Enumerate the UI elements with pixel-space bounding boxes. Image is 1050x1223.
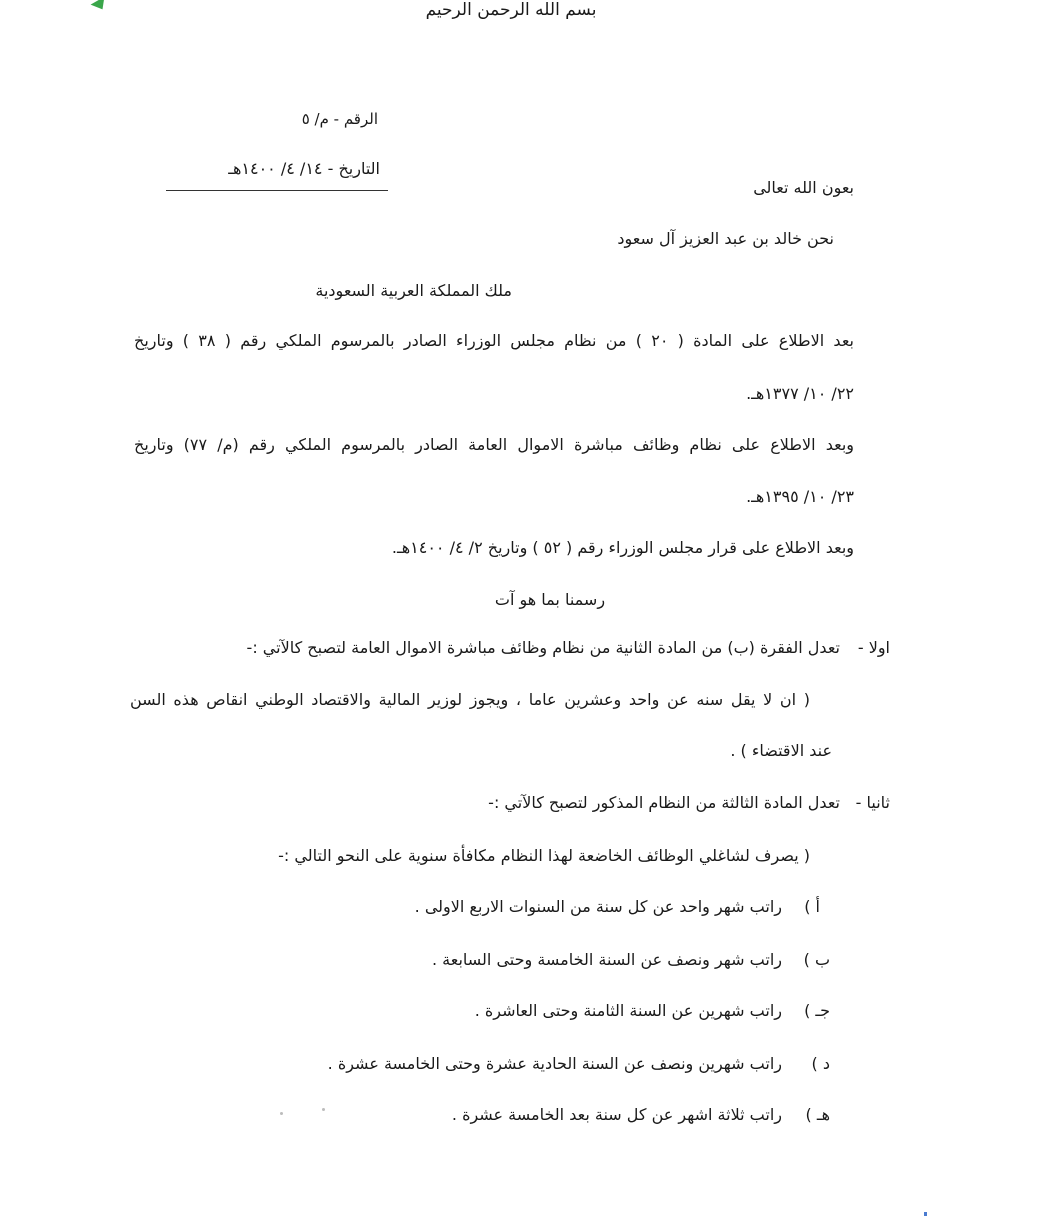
decree-heading: رسمنا بما هو آت — [494, 590, 606, 609]
article-1-label: اولا - — [857, 638, 890, 657]
scan-speck — [280, 1112, 283, 1115]
item-e-label: هـ ) — [805, 1105, 830, 1124]
preamble-1-line-2: ٢٢/ ١٠/ ١٣٧٧هـ. — [746, 384, 854, 403]
reference-number: الرقم - م/ ٥ — [301, 110, 378, 128]
preamble-1-line-1: بعد الاطلاع على المادة ( ٢٠ ) من نظام مجلس الوزراء الصادر بالمرسوم الملكي رقم ( ٣٨ ) وتاريخ — [134, 331, 854, 350]
item-d-label: د ) — [811, 1054, 830, 1073]
item-d-text: راتب شهرين ونصف عن السنة الحادية عشرة وحتى الخامسة عشرة . — [327, 1054, 782, 1073]
scan-speck — [924, 1212, 927, 1216]
item-c-label: جـ ) — [804, 1001, 830, 1020]
invocation: بعون الله تعالى — [753, 178, 854, 197]
preamble-2-line-2: ٢٣/ ١٠/ ١٣٩٥هـ. — [746, 487, 854, 506]
article-2-intro: ( يصرف لشاغلي الوظائف الخاضعة لهذا النظام مكافأة سنوية على النحو التالي :- — [278, 846, 810, 865]
item-c-text: راتب شهرين عن السنة الثامنة وحتى العاشرة . — [474, 1001, 782, 1020]
article-2-text: تعدل المادة الثالثة من النظام المذكور لتصبح كالآتي :- — [488, 793, 840, 812]
article-2-label: ثانيا - — [855, 793, 890, 812]
scan-speck — [322, 1108, 325, 1111]
date-underline — [166, 190, 388, 191]
article-1-quote-line-1: ( ان لا يقل سنه عن واحد وعشرين عاما ، ويجوز لوزير المالية والاقتصاد الوطني انقاص هذه السن — [130, 690, 810, 709]
preamble-2-line-1: وبعد الاطلاع على نظام وظائف مباشرة الاموال العامة الصادر بالمرسوم الملكي رقم (م/ ٧٧) وتاريخ — [134, 435, 855, 454]
issuer-name: نحن خالد بن عبد العزيز آل سعود — [617, 229, 834, 248]
item-b-text: راتب شهر ونصف عن السنة الخامسة وحتى السابعة . — [431, 950, 782, 969]
item-a-text: راتب شهر واحد عن كل سنة من السنوات الاربع الاولى . — [414, 897, 782, 916]
article-1-text: تعدل الفقرة (ب) من المادة الثانية من نظام وظائف مباشرة الاموال العامة لتصبح كالآتي :- — [246, 638, 840, 657]
preamble-3: وبعد الاطلاع على قرار مجلس الوزراء رقم ( ٥٢ ) وتاريخ ٢/ ٤/ ١٤٠٠هـ. — [391, 538, 854, 557]
issuer-title: ملك المملكة العربية السعودية — [315, 281, 512, 300]
item-b-label: ب ) — [803, 950, 830, 969]
item-a-label: أ ) — [804, 897, 820, 916]
basmala-heading: بسم الله الرحمن الرحيم — [425, 0, 597, 20]
item-e-text: راتب ثلاثة اشهر عن كل سنة بعد الخامسة عشرة . — [451, 1105, 782, 1124]
article-1-quote-line-2: عند الاقتضاء ) . — [730, 741, 832, 760]
document-date: التاريخ - ١٤/ ٤/ ١٤٠٠هـ — [228, 159, 380, 178]
